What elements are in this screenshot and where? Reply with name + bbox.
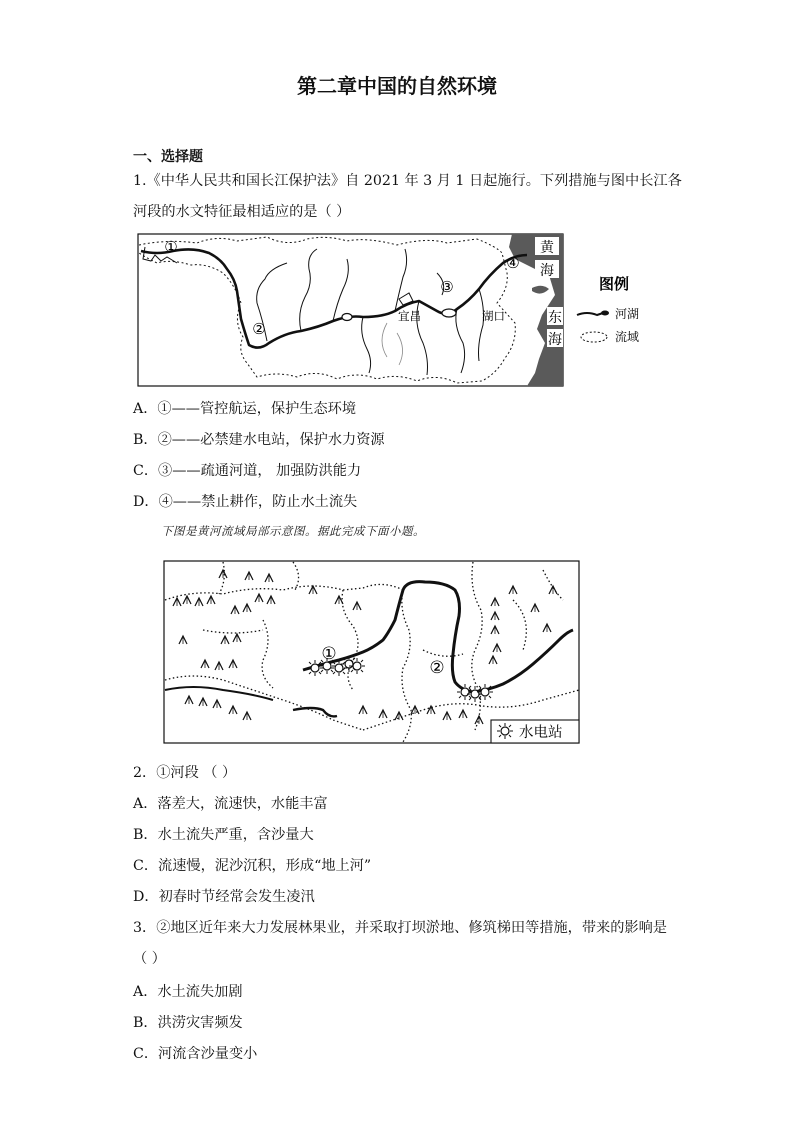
- material-note: 下图是黄河流域局部示意图。据此完成下面小题。: [161, 524, 425, 538]
- q2-option-c[interactable]: C．流速慢，泥沙沉积，形成“地上河”: [133, 858, 372, 874]
- map1-label-3: ③: [440, 278, 454, 296]
- q2-option-a[interactable]: A．落差大，流速快，水能丰富: [133, 796, 328, 812]
- sea-label-huang-2: 海: [540, 263, 554, 279]
- yichang-label: 宜昌: [398, 309, 421, 323]
- question-3-stem-line1: 3．②地区近年来大力发展林果业，并采取打坝淤地、修筑梯田等措施，带来的影响是: [133, 920, 667, 936]
- hukou-label: 湖口: [482, 309, 505, 323]
- question-3-stem-line2: （ ）: [133, 951, 166, 967]
- q3-option-b[interactable]: B．洪涝灾害频发: [133, 1015, 243, 1031]
- map1-label-4: ④: [506, 254, 520, 272]
- map2-label-1: ①: [321, 644, 337, 664]
- river-lake-legend-icon: [577, 311, 609, 316]
- q1-option-d[interactable]: D．④——禁止耕作，防止水土流失: [133, 494, 358, 510]
- sea-label-dong-1: 东: [548, 310, 562, 326]
- yellow-river-map: [163, 560, 581, 745]
- q2-option-b[interactable]: B．水土流失严重，含沙量大: [133, 827, 314, 843]
- mountain-icons: [173, 570, 557, 724]
- question-2-stem: 2．①河段 （ ）: [133, 765, 237, 781]
- section-heading: 一、选择题: [133, 149, 203, 165]
- q1-option-c[interactable]: C．③——疏通河道， 加强防洪能力: [133, 463, 362, 479]
- q3-option-a[interactable]: A．水土流失加剧: [133, 984, 243, 1000]
- q3-option-c[interactable]: C．河流含沙量变小: [133, 1046, 258, 1062]
- legend-river-label: 河湖: [615, 307, 640, 321]
- q1-option-b[interactable]: B．②——必禁建水电站，保护水力资源: [133, 432, 385, 448]
- map2-label-2: ②: [429, 658, 445, 678]
- map1-label-1: ①: [164, 238, 178, 256]
- hydropower-legend-label: 水电站: [519, 725, 563, 741]
- basin-legend-icon: [581, 332, 607, 342]
- q1-option-a[interactable]: A．①——管控航运，保护生态环境: [133, 401, 357, 417]
- sea-label-dong-2: 海: [548, 332, 562, 348]
- yangtze-main-river: [141, 249, 527, 347]
- question-1-stem-line2: 河段的水文特征最相适应的是（ ）: [133, 204, 351, 220]
- q2-option-d[interactable]: D．初春时节经常会发生凌汛: [133, 889, 315, 905]
- page-title: 第二章中国的自然环境: [297, 74, 497, 98]
- map1-label-2: ②: [252, 320, 266, 338]
- legend-title: 图例: [598, 275, 630, 293]
- yangtze-map: [137, 233, 667, 388]
- legend-basin-label: 流域: [615, 330, 640, 344]
- question-1-stem-line1: 1.《中华人民共和国长江保护法》自 2021 年 3 月 1 日起施行。下列措施与图中长江各: [133, 173, 682, 189]
- sea-label-huang-1: 黄: [540, 240, 554, 256]
